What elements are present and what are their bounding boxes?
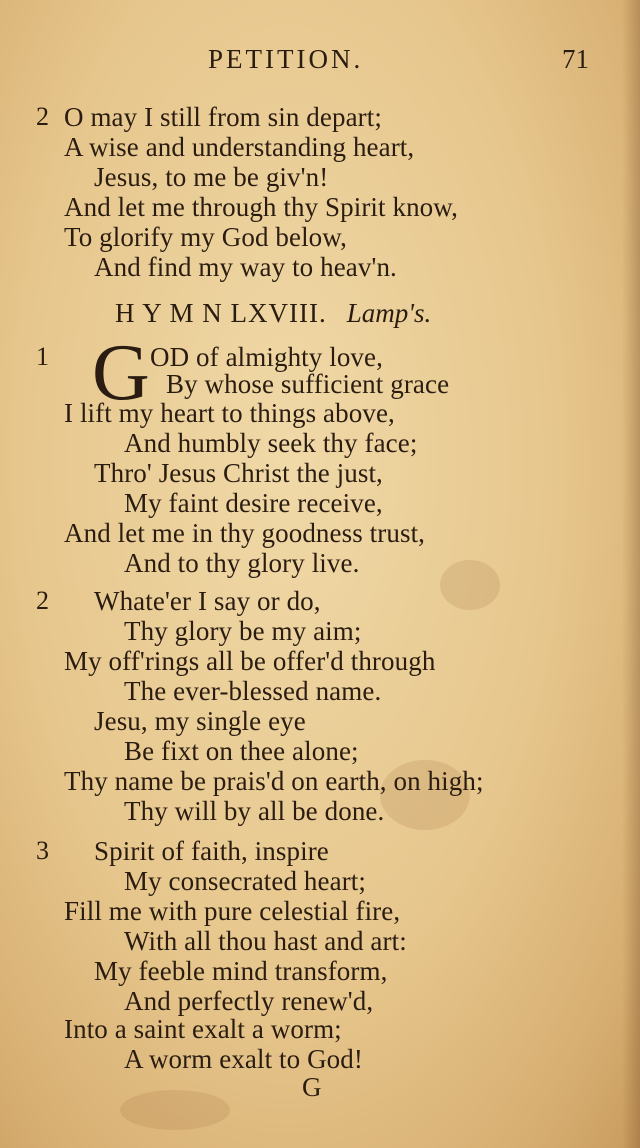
verse-line: Whate'er I say or do, [94,586,321,616]
hymn-heading [115,298,431,329]
verse-line: Fill me with pure celestial fire, [64,896,401,926]
verse-line: O may I still from sin depart; [64,102,382,132]
verse-line: The ever-blessed name. [124,676,382,706]
verse-line: And perfectly renew'd, [124,986,374,1016]
drop-cap: G [92,329,150,417]
running-header: PETITION. [208,44,364,74]
verse-line: And let me through thy Spirit know, [64,192,458,222]
verse-line: And find my way to heav'n. [94,252,397,282]
verse-line: OD of almighty love, [150,342,383,372]
verse-line: Thro' Jesus Christ the just, [94,458,383,488]
verse-line: Spirit of faith, inspire [94,836,329,866]
stanza-number: 1 [36,342,49,371]
verse-line: Thy name be prais'd on earth, on high; [64,766,484,796]
verse-line: A wise and understanding heart, [64,132,415,162]
verse-line: With all thou hast and art: [124,926,407,956]
verse-line: My feeble mind transform, [94,956,388,986]
paper-stain [120,1090,230,1130]
verse-line: My consecrated heart; [124,866,366,896]
hymn-tune: Lamp's. [346,298,432,328]
paper-stain [440,560,500,610]
page-number: 71 [562,44,589,74]
verse-line: Thy will by all be done. [124,796,385,826]
stanza-number: 2 [36,586,49,615]
verse-line: Thy glory be my aim; [124,616,362,646]
verse-line: I lift my heart to things above, [64,398,395,428]
page-edge-shadow [622,0,640,1148]
verse-line: A worm exalt to God! [124,1044,363,1074]
verse-line: And let me in thy goodness trust, [64,518,426,548]
verse-line: And humbly seek thy face; [124,428,418,458]
hymn-title: H Y M N LXVIII. [115,298,327,328]
verse-line: Jesus, to me be giv'n! [94,162,329,192]
stanza-number: 2 [36,102,49,131]
verse-line: To glorify my God below, [64,222,347,252]
signature-mark: G [302,1072,322,1102]
verse-line: Jesu, my single eye [94,706,306,736]
stanza-number: 3 [36,836,49,865]
verse-line: Into a saint exalt a worm; [64,1014,342,1044]
verse-line: And to thy glory live. [124,548,360,578]
verse-line: By whose sufficient grace [166,369,450,399]
verse-line: My faint desire receive, [124,488,383,518]
verse-line: My off'rings all be offer'd through [64,646,436,676]
verse-line: Be fixt on thee alone; [124,736,359,766]
